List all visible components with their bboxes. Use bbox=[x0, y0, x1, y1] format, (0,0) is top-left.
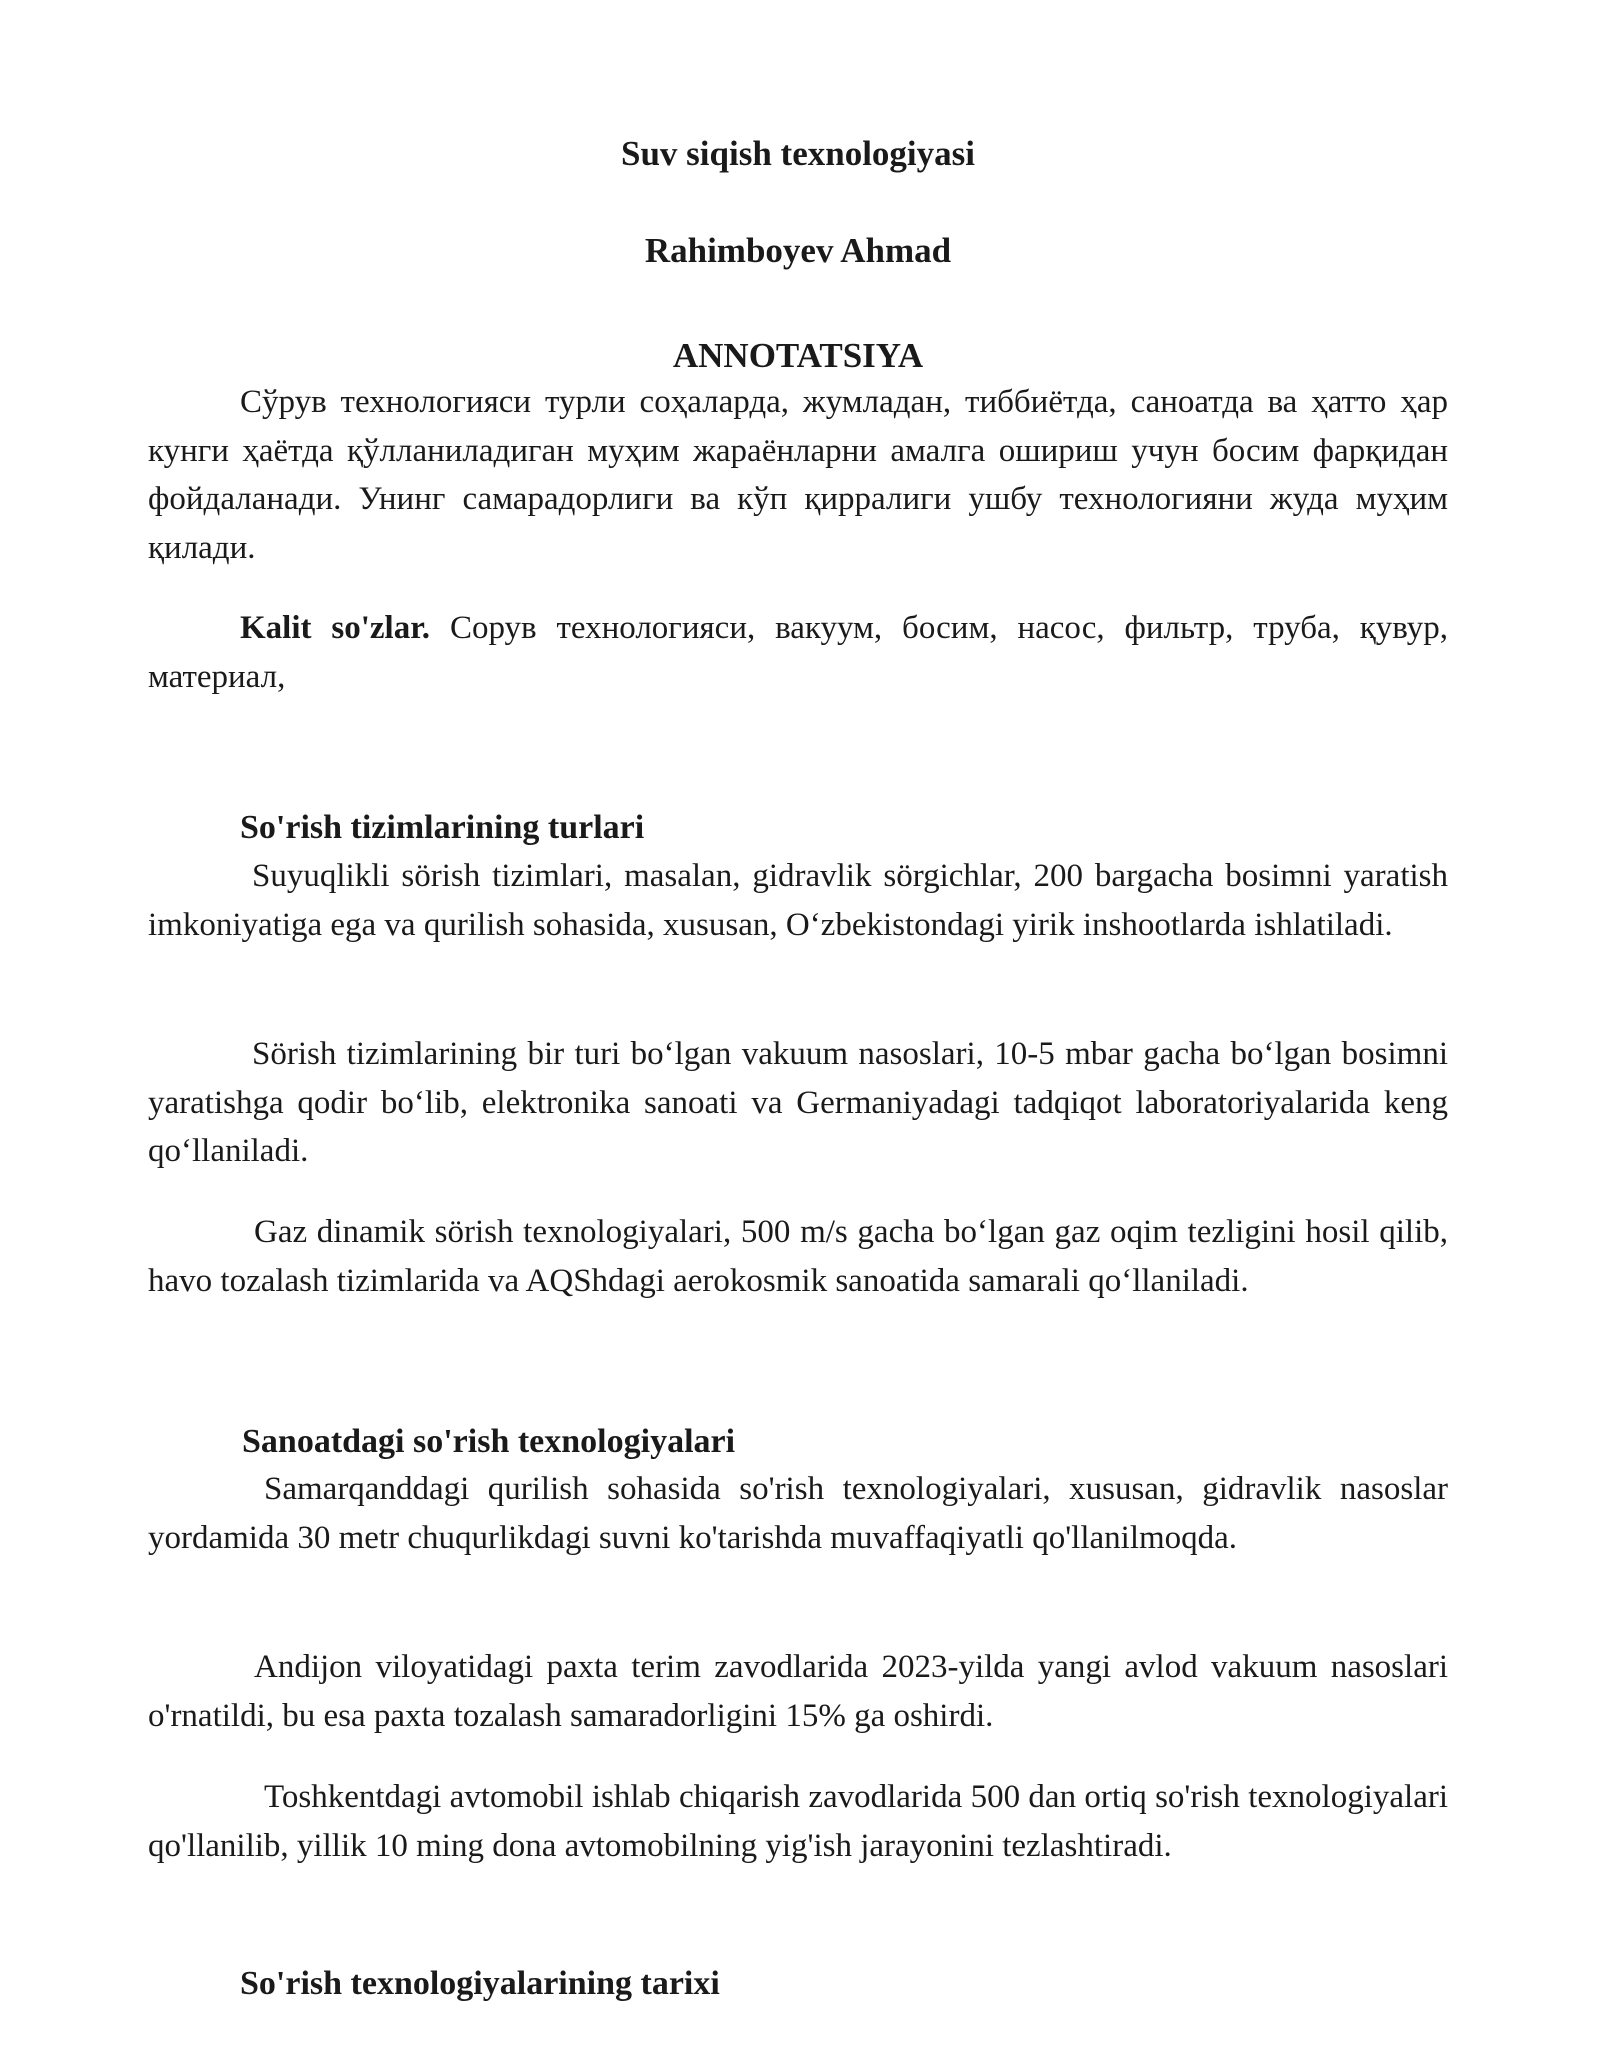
author-name: Rahimboyev Ahmad bbox=[644, 231, 952, 270]
paragraph bbox=[148, 1030, 1448, 1176]
paragraph bbox=[148, 1773, 1448, 1870]
section-heading-industry: Sanoatdagi so'rish texnologiyalari bbox=[242, 1423, 736, 1460]
annotation-paragraph bbox=[148, 378, 1448, 524]
paragraph-text: Sörish tizimlarining bir turi bo‘lgan vakuum nasoslari, 10-5 mbar gacha bo‘lgan bosimni yaratishga qodir bo‘lib, elektronika sanoati va Germaniyadagi tadqiqot laboratoriyalarida keng qo‘llaniladi. bbox=[148, 1036, 1448, 1169]
paragraph-text: Andijon viloyatidagi paxta terim zavodlarida 2023-yilda yangi avlod vakuum nasoslari o'rnatildi, bu esa paxta tozalash samaradorligini 15% ga oshirdi. bbox=[148, 1649, 1448, 1734]
paragraph bbox=[148, 1465, 1448, 1562]
keywords-text: Сорув технологияси, вакуум, босим, насос, фильтр, труба, қувур, материал, bbox=[148, 610, 1448, 695]
paragraph bbox=[148, 852, 1448, 949]
document-title: Suv siqish texnologiyasi bbox=[621, 134, 975, 173]
annotation-heading: ANNOTATSIYA bbox=[672, 336, 924, 375]
annotation-paragraph-end bbox=[148, 524, 1448, 573]
annotation-text-end: қилади. bbox=[148, 530, 256, 566]
paragraph-text: Toshkentdagi avtomobil ishlab chiqarish zavodlarida 500 dan ortiq so'rish texnologiyalari qo'llanilib, yillik 10 ming dona avtomobilning yig'ish jarayonini tezlashtiradi. bbox=[148, 1779, 1448, 1864]
section-heading-types: So'rish tizimlarining turlari bbox=[240, 809, 645, 846]
annotation-text: Сўрув технологияси турли соҳаларда, жумладан, тиббиётда, саноатда ва ҳатто ҳар кунги ҳаётда қўлланиладиган муҳим жараёнларни амалга ошириш учун босим фарқидан фойдаланади. Унинг самарадорлиги ва кўп қирралиги ушбу технологияни жуда муҳим bbox=[148, 384, 1448, 517]
keywords-paragraph bbox=[148, 604, 1448, 701]
section-heading-history: So'rish texnologiyalarining tarixi bbox=[240, 1965, 720, 2002]
paragraph-text: Samarqanddagi qurilish sohasida so'rish texnologiyalari, xususan, gidravlik nasoslar yordamida 30 metr chuqurlikdagi suvni ko'tarishda muvaffaqiyatli qo'llanilmoqda. bbox=[148, 1471, 1448, 1556]
paragraph-text: Gaz dinamik sörish texnologiyalari, 500 m/s gacha bo‘lgan gaz oqim tezligini hosil qilib, havo tozalash tizimlarida va AQShdagi aerokosmik sanoatida samarali qo‘llaniladi. bbox=[148, 1214, 1448, 1299]
keywords-label: Kalit so'zlar. bbox=[240, 610, 431, 646]
paragraph bbox=[148, 1643, 1448, 1740]
paragraph bbox=[148, 1208, 1448, 1305]
paragraph-text: Suyuqlikli sörish tizimlari, masalan, gidravlik sörgichlar, 200 bargacha bosimni yaratish imkoniyatiga ega va qurilish sohasida, xususan, O‘zbekistondagi yirik inshootlarda ishlatiladi. bbox=[148, 858, 1448, 943]
